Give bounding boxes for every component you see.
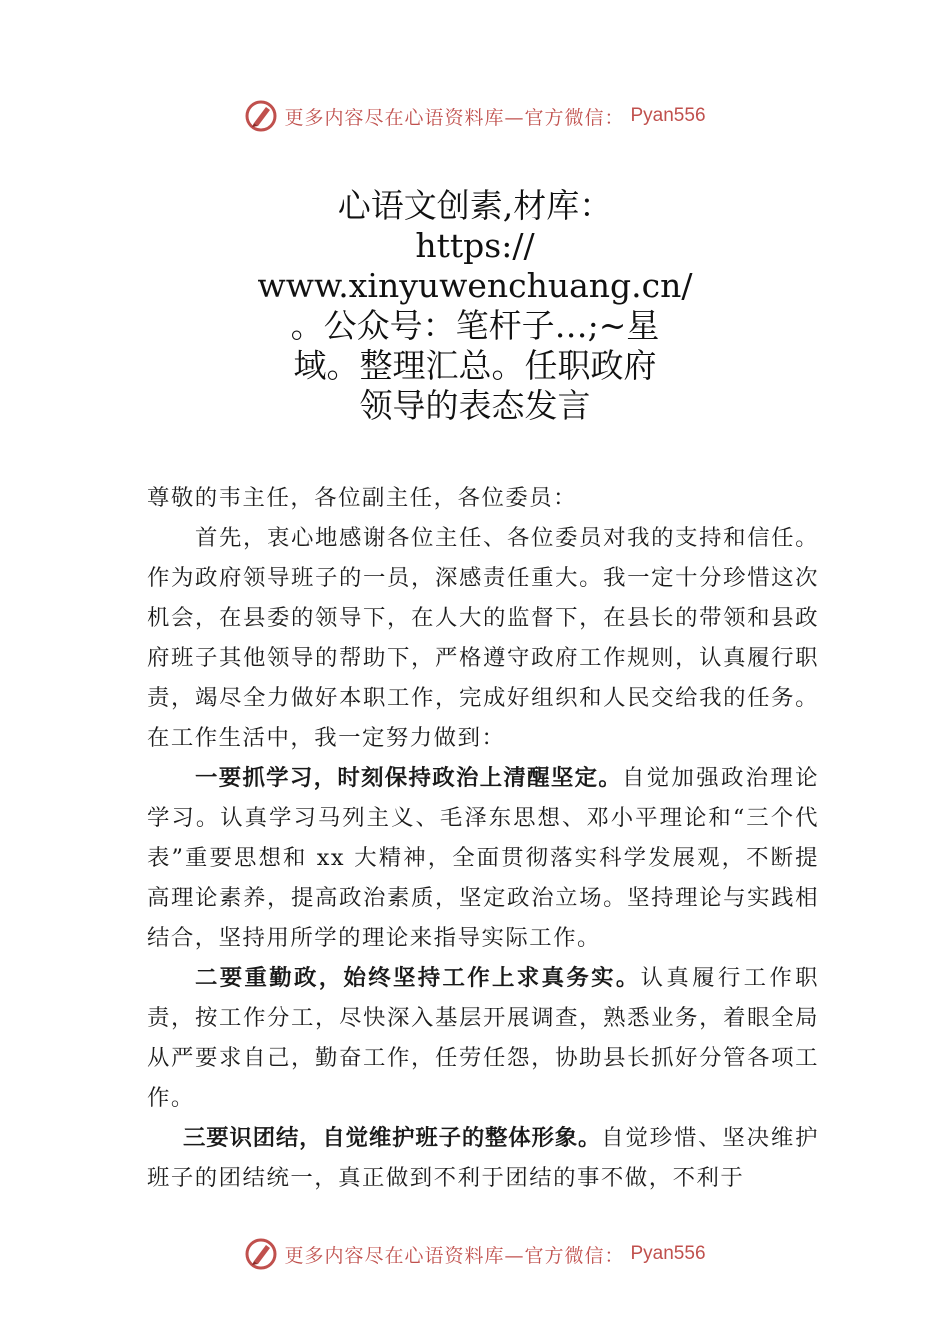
title-line: 领导的表态发言 [359, 386, 591, 425]
title-line: https:// [415, 226, 535, 265]
point-paragraph [147, 1118, 819, 1198]
point-paragraph [147, 758, 819, 958]
point-text: 认真履行工作职责，按工作分工，尽快深入基层开展调查，熟悉业务，着眼全局从严要求自己，勤奋工作，任劳任怨，协助县长抓好分管各项工作。 [147, 965, 820, 1111]
title-line: 心语文创素,材库： [337, 186, 613, 225]
title-line: www.xinyuwenchuang.cn/ [257, 266, 693, 305]
point-paragraph [147, 958, 819, 1118]
point-text: 自觉珍惜、坚决维护班子的团结统一，真正做到不利于团结的事不做，不利于 [147, 1125, 820, 1191]
footer-banner [0, 1234, 950, 1274]
title-line: 域。整理汇总。任职政府 [293, 346, 657, 385]
point-heading: 三要识团结，自觉维护班子的整体形象。 [183, 1125, 602, 1151]
banner-wechat-id: Pyan556 [630, 1243, 706, 1264]
intro-paragraph: 首先，衷心地感谢各位主任、各位委员对我的支持和信任。作为政府领导班子的一员，深感责任重大。我一定十分珍惜这次机会，在县委的领导下，在人大的监督下，在县长的带领和县政府班子其他领导的帮助下，严格遵守政府工作规则，认真履行职责，竭尽全力做好本职工作，完成好组织和人民交给我的任务。在工作生活中，我一定努力做到： [147, 525, 819, 751]
banner-text: 更多内容尽在心语资料库—官方微信： [284, 1244, 625, 1267]
banner-wechat-id: Pyan556 [630, 105, 706, 126]
pen-logo-icon [244, 1237, 278, 1271]
header-banner [0, 96, 950, 136]
point-heading: 二要重勤政，始终坚持工作上求真务实。 [195, 965, 641, 991]
point-text: 自觉加强政治理论学习。认真学习马列主义、毛泽东思想、邓小平理论和“三个代表”重要思想和 xx 大精神，全面贯彻落实科学发展观，不断提高理论素养，提高政治素质，坚定政治立场。坚持理论与实践相结合，坚持用所学的理论来指导实际工作。 [147, 765, 820, 951]
document-title [230, 186, 720, 426]
point-heading: 一要抓学习，时刻保持政治上清醒坚定。 [195, 765, 623, 791]
document-body [147, 478, 819, 1198]
pen-logo-icon [244, 99, 278, 133]
title-line: 。公众号：笔杆子…;~星 [290, 306, 660, 345]
banner-text: 更多内容尽在心语资料库—官方微信： [284, 106, 625, 129]
salutation: 尊敬的韦主任，各位副主任，各位委员： [147, 485, 578, 511]
